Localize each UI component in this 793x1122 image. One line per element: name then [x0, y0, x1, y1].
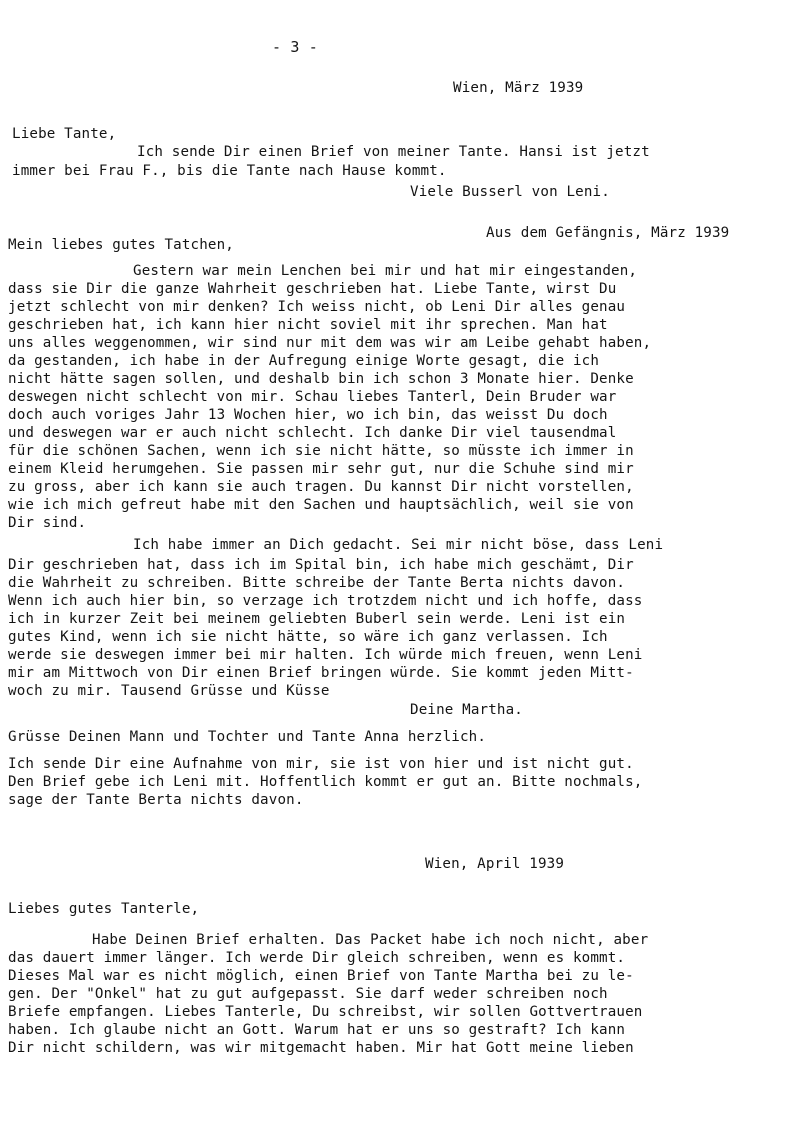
paragraph-line: mir am Mittwoch von Dir einen Brief bringen würde. Sie kommt jeden Mitt-: [8, 665, 634, 681]
letter-3-line: gen. Der "Onkel" hat zu gut aufgepasst. Sie darf weder schreiben noch: [8, 986, 608, 1002]
paragraph-line: wie ich mich gefreut habe mit den Sachen und hauptsächlich, weil sie von: [8, 497, 634, 513]
letter-3-line: Dir nicht schildern, was wir mitgemacht haben. Mir hat Gott meine lieben: [8, 1040, 634, 1056]
postscript-line: Den Brief gebe ich Leni mit. Hoffentlich kommt er gut an. Bitte nochmals,: [8, 774, 643, 790]
letter-3-line: Dieses Mal war es nicht möglich, einen Brief von Tante Martha bei zu le-: [8, 968, 634, 984]
paragraph-line: woch zu mir. Tausend Grüsse und Küsse: [8, 683, 330, 699]
paragraph-line: deswegen nicht schlecht von mir. Schau liebes Tanterl, Dein Bruder war: [8, 389, 617, 405]
letter-3-salutation: Liebes gutes Tanterle,: [8, 901, 200, 917]
paragraph-line: Ich habe immer an Dich gedacht. Sei mir nicht böse, dass Leni: [133, 537, 664, 553]
letter-3-line: Habe Deinen Brief erhalten. Das Packet habe ich noch nicht, aber: [92, 932, 649, 948]
page-number: - 3 -: [272, 38, 318, 56]
paragraph-line: Wenn ich auch hier bin, so verzage ich trotzdem nicht und ich hoffe, dass: [8, 593, 643, 609]
paragraph-line: ich in kurzer Zeit bei meinem geliebten Buberl sein werde. Leni ist ein: [8, 611, 626, 627]
paragraph-line: doch auch voriges Jahr 13 Wochen hier, wo ich bin, das weisst Du doch: [8, 407, 608, 423]
paragraph-line: die Wahrheit zu schreiben. Bitte schreibe der Tante Berta nichts davon.: [8, 575, 626, 591]
paragraph-line: uns alles weggenommen, wir sind nur mit dem was wir am Leibe gehabt haben,: [8, 335, 652, 351]
paragraph-line: nicht hätte sagen sollen, und deshalb bin ich schon 3 Monate hier. Denke: [8, 371, 634, 387]
letter-1-date: Wien, März 1939: [453, 80, 584, 96]
paragraph-line: einem Kleid herumgehen. Sie passen mir sehr gut, nur die Schuhe sind mir: [8, 461, 634, 477]
letter-3-date: Wien, April 1939: [425, 856, 565, 872]
paragraph-line: Gestern war mein Lenchen bei mir und hat mir eingestanden,: [133, 263, 638, 279]
paragraph-line: Dir sind.: [8, 515, 87, 531]
letter-1-line: immer bei Frau F., bis die Tante nach Hause kommt.: [12, 163, 447, 179]
paragraph-line: dass sie Dir die ganze Wahrheit geschrieben hat. Liebe Tante, wirst Du: [8, 281, 617, 297]
paragraph-line: jetzt schlecht von mir denken? Ich weiss nicht, ob Leni Dir alles genau: [8, 299, 626, 315]
paragraph-line: zu gross, aber ich kann sie auch tragen. Du kannst Dir nicht vorstellen,: [8, 479, 634, 495]
paragraph-line: da gestanden, ich habe in der Aufregung einige Worte gesagt, die ich: [8, 353, 600, 369]
letter-2-postscript-1: Grüsse Deinen Mann und Tochter und Tante Anna herzlich.: [8, 729, 487, 745]
letter-1-closing: Viele Busserl von Leni.: [410, 184, 610, 200]
paragraph-line: Dir geschrieben hat, dass ich im Spital bin, ich habe mich geschämt, Dir: [8, 557, 634, 573]
letter-1-salutation: Liebe Tante,: [12, 126, 117, 142]
postscript-line: sage der Tante Berta nichts davon.: [8, 792, 304, 808]
letter-1-line: Ich sende Dir einen Brief von meiner Tante. Hansi ist jetzt: [137, 144, 650, 160]
paragraph-line: gutes Kind, wenn ich sie nicht hätte, so wäre ich ganz verlassen. Ich: [8, 629, 608, 645]
paragraph-line: werde sie deswegen immer bei mir halten. Ich würde mich freuen, wenn Leni: [8, 647, 643, 663]
letter-2-place-date: Aus dem Gefängnis, März 1939: [486, 225, 730, 241]
letter-2-salutation: Mein liebes gutes Tatchen,: [8, 237, 234, 253]
paragraph-line: geschrieben hat, ich kann hier nicht soviel mit ihr sprechen. Man hat: [8, 317, 608, 333]
letter-3-line: haben. Ich glaube nicht an Gott. Warum hat er uns so gestraft? Ich kann: [8, 1022, 626, 1038]
letter-2-signature: Deine Martha.: [410, 702, 523, 718]
postscript-line: Ich sende Dir eine Aufnahme von mir, sie ist von hier und ist nicht gut.: [8, 756, 634, 772]
letter-3-line: Briefe empfangen. Liebes Tanterle, Du schreibst, wir sollen Gottvertrauen: [8, 1004, 643, 1020]
paragraph-line: und deswegen war er auch nicht schlecht. Ich danke Dir viel tausendmal: [8, 425, 617, 441]
letter-3-line: das dauert immer länger. Ich werde Dir gleich schreiben, wenn es kommt.: [8, 950, 626, 966]
paragraph-line: für die schönen Sachen, wenn ich sie nicht hätte, so müsste ich immer in: [8, 443, 634, 459]
